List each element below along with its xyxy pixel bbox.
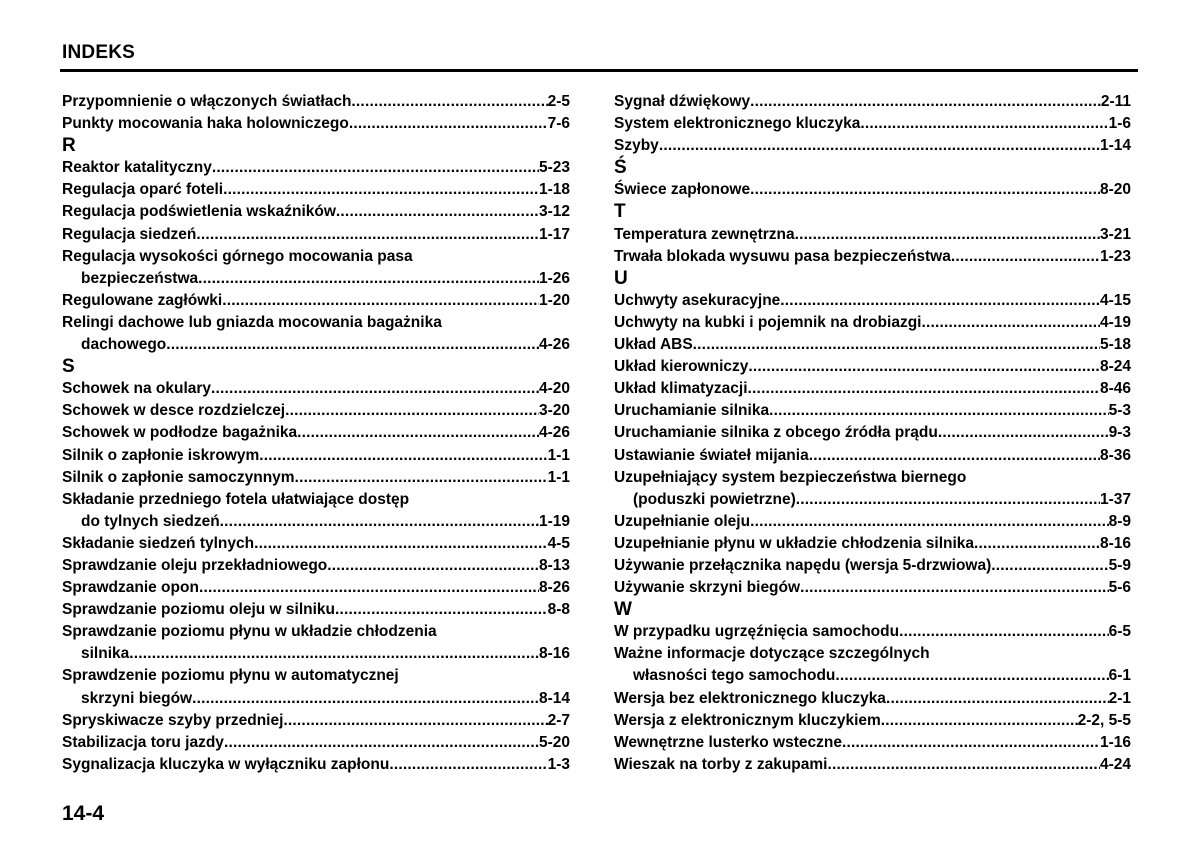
index-entry [614, 577, 1131, 599]
index-entry-page: 1-23 [1099, 247, 1131, 265]
index-entry-text: Składanie siedzeń tylnych [62, 534, 255, 552]
dot-leader [389, 754, 547, 776]
index-section-letter: Ś [614, 157, 627, 179]
dot-leader [351, 91, 547, 113]
dot-leader [886, 688, 1109, 710]
index-entry-page: 1-37 [1099, 490, 1131, 508]
index-entry-page: 1-6 [1108, 115, 1131, 133]
dot-leader [129, 643, 539, 665]
index-entry-text: do tylnych siedzeń [81, 512, 220, 530]
dot-leader [223, 179, 539, 201]
dot-leader [220, 511, 539, 533]
index-entry-text: Uruchamianie silnika z obcego źródła prądu [614, 424, 938, 442]
index-entry-text: Sygnał dźwiękowy [614, 93, 751, 110]
index-entry [614, 511, 1131, 533]
index-entry-text: Szyby [614, 137, 659, 155]
index-entry-text: skrzyni biegów [81, 689, 193, 707]
dot-leader [809, 445, 1100, 467]
dot-leader [327, 555, 539, 577]
index-entry-page: 3-21 [1099, 225, 1131, 243]
index-entry-page: 8-9 [1108, 512, 1131, 530]
index-entry-page: 8-24 [1099, 358, 1131, 376]
index-entry-page: 6-5 [1108, 623, 1131, 641]
index-entry [62, 577, 570, 599]
index-entry-page: 2-5 [547, 93, 570, 110]
dot-leader [748, 356, 1100, 378]
index-entry-page: 7-6 [547, 115, 570, 133]
index-entry-page: 6-1 [1108, 667, 1131, 685]
index-section-letter: U [614, 267, 628, 289]
index-entry-page: 8-14 [538, 689, 570, 707]
dot-leader [283, 710, 547, 732]
index-entry-text: Schowek w desce rozdzielczej [62, 402, 286, 420]
dot-leader [991, 555, 1108, 577]
index-entry-line: Uzupełniający system bezpieczeństwa biernego [614, 468, 967, 486]
index-entry-text: Uruchamianie silnika [614, 402, 770, 420]
index-entry-text: Sygnalizacja kluczyka w wyłączniku zapłonu [62, 755, 390, 773]
index-entry-text: Sprawdzanie poziomu oleju w silniku [62, 601, 336, 619]
dot-leader [769, 400, 1109, 422]
index-entry-text: Przypomnienie o włączonych światłach [62, 93, 352, 110]
index-entry-text: W przypadku ugrzęźnięcia samochodu [614, 623, 900, 641]
index-section-letter: W [614, 599, 632, 621]
index-column-left [62, 91, 570, 776]
index-entry-text: Uchwyty na kubki i pojemnik na drobiazgi [614, 313, 922, 331]
index-entry [614, 400, 1131, 422]
index-entry-page: 8-8 [547, 601, 570, 619]
dot-leader [780, 290, 1100, 312]
dot-leader [659, 135, 1100, 157]
index-entry-page: 8-16 [538, 645, 570, 663]
index-entry [62, 224, 570, 246]
index-section-letter: S [62, 356, 75, 378]
index-entry-line: Regulacja wysokości górnego mocowania pasa [62, 247, 413, 265]
index-entry-page: 8-26 [538, 579, 570, 597]
index-section-letter: T [614, 201, 626, 223]
index-entry-text: Sprawdzanie oleju przekładniowego [62, 556, 328, 574]
index-entry [62, 710, 570, 732]
dot-leader [336, 201, 539, 223]
index-entry [62, 268, 570, 290]
index-entry [62, 754, 570, 776]
index-entry-page: 1-3 [547, 755, 570, 773]
index-entry-page: 1-19 [538, 512, 570, 530]
dot-leader [349, 113, 548, 135]
index-entry-page: 2-1 [1108, 689, 1131, 707]
dot-leader [295, 467, 548, 489]
index-entry [62, 334, 570, 356]
index-entry [614, 445, 1131, 467]
index-entry-page: 5-18 [1099, 336, 1131, 354]
index-entry-text: Układ ABS [614, 336, 693, 354]
dot-leader [951, 246, 1100, 268]
index-entry-page: 2-7 [547, 711, 570, 729]
index-entry-page: 1-20 [538, 291, 570, 309]
index-entry-text: Schowek w podłodze bagażnika [62, 424, 298, 442]
index-entry-text: Silnik o zapłonie samoczynnym [62, 468, 295, 486]
index-entry-text: silnika [81, 645, 130, 663]
index-entry-text: Używanie skrzyni biegów [614, 579, 801, 597]
dot-leader [881, 710, 1078, 732]
index-entry [62, 290, 570, 312]
index-entry-text: Stabilizacja toru jazdy [62, 733, 224, 751]
index-entry [62, 422, 570, 444]
index-entry-page: 5-9 [1108, 556, 1131, 574]
index-entry [614, 312, 1131, 334]
index-section-letter: R [62, 135, 76, 157]
index-entry-page: 2-2, 5-5 [1077, 711, 1131, 729]
index-entry [62, 445, 570, 467]
index-entry [614, 179, 1131, 201]
index-entry-text: Spryskiwacze szyby przedniej [62, 711, 284, 729]
index-entry-page: 5-6 [1108, 579, 1131, 597]
index-entry [614, 533, 1131, 555]
index-entry [62, 157, 570, 179]
index-entry-page: 4-26 [538, 424, 570, 442]
index-entry-text: Schowek na okulary [62, 380, 212, 398]
index-entry-text: Wersja z elektronicznym kluczykiem [614, 711, 881, 729]
index-entry-page: 5-20 [538, 733, 570, 751]
index-entry-line: Sprawdzanie poziomu płynu w układzie chłodzenia [62, 623, 437, 641]
index-entry-text: Wewnętrzne lusterko wsteczne [614, 733, 842, 751]
index-entry-text: Ustawianie świateł mijania [614, 446, 809, 464]
index-entry-line: Relingi dachowe lub gniazda mocowania bagażnika [62, 313, 442, 331]
index-entry-page: 1-26 [538, 269, 570, 287]
index-entry [62, 201, 570, 223]
dot-leader [222, 290, 539, 312]
index-entry-page: 1-18 [538, 181, 570, 199]
index-entry [62, 91, 570, 113]
dot-leader [198, 268, 539, 290]
index-entry [614, 621, 1131, 643]
dot-leader [899, 621, 1109, 643]
index-entry-text: Regulacja siedzeń [62, 225, 197, 243]
dot-leader [192, 688, 539, 710]
dot-leader [748, 378, 1100, 400]
index-entry [614, 489, 1131, 511]
index-entry [614, 135, 1131, 157]
index-entry [62, 400, 570, 422]
index-entry-page: 8-13 [538, 556, 570, 574]
index-column-right [614, 91, 1131, 776]
index-entry-page: 1-1 [547, 468, 570, 486]
index-entry-text: Temperatura zewnętrzna [614, 225, 795, 243]
dot-leader [750, 91, 1101, 113]
index-entry-text: własności tego samochodu [633, 667, 836, 685]
index-entry-text: System elektronicznego kluczyka [614, 115, 861, 133]
dot-leader [285, 400, 539, 422]
index-entry-page: 4-5 [547, 534, 570, 552]
index-entry-page: 1-14 [1099, 137, 1131, 155]
page-number: 14-4 [62, 802, 105, 825]
index-entry [614, 732, 1131, 754]
dot-leader [795, 224, 1100, 246]
dot-leader [224, 732, 539, 754]
index-entry [62, 467, 570, 489]
index-entry-page: 8-46 [1099, 380, 1131, 398]
index-entry [614, 246, 1131, 268]
index-entry-text: Wersja bez elektronicznego kluczyka [614, 689, 886, 707]
index-entry [614, 378, 1131, 400]
index-entry-page: 8-36 [1099, 446, 1131, 464]
index-entry [614, 665, 1131, 687]
dot-leader [212, 157, 539, 179]
index-entry-text: (poduszki powietrzne) [633, 490, 796, 508]
index-entry-text: bezpieczeństwa [81, 269, 199, 287]
index-entry [62, 179, 570, 201]
dot-leader [211, 378, 539, 400]
index-entry [614, 422, 1131, 444]
index-entry-text: Regulacja podświetlenia wskaźników [62, 203, 336, 221]
dot-leader [974, 533, 1100, 555]
index-entry-text: Regulowane zagłówki [62, 291, 223, 309]
index-entry [614, 91, 1131, 113]
index-entry-page: 9-3 [1108, 424, 1131, 442]
index-entry-page: 4-20 [538, 380, 570, 398]
dot-leader [842, 732, 1100, 754]
dot-leader [800, 577, 1109, 599]
index-entry-text: Trwała blokada wysuwu pasa bezpieczeństwa [614, 247, 951, 265]
index-entry-text: Silnik o zapłonie iskrowym [62, 446, 260, 464]
index-entry-text: Punkty mocowania haka holowniczego [62, 115, 349, 133]
index-entry-text: Reaktor katalityczny [62, 159, 212, 177]
index-entry [614, 334, 1131, 356]
index-entry [62, 533, 570, 555]
page-title: INDEKS [62, 42, 135, 63]
index-entry-text: Świece zapłonowe [614, 181, 751, 199]
index-entry-page: 5-23 [538, 159, 570, 177]
index-entry-text: Wieszak na torby z zakupami [614, 755, 828, 773]
index-entry [62, 555, 570, 577]
index-entry-text: Używanie przełącznika napędu (wersja 5-drzwiowa) [614, 556, 992, 574]
index-entry [62, 511, 570, 533]
index-entry-page: 2-11 [1100, 93, 1131, 110]
index-entry-text: Uzupełnianie oleju [614, 512, 751, 530]
dot-leader [199, 577, 539, 599]
index-entry [614, 555, 1131, 577]
index-entry-line: Ważne informacje dotyczące szczególnych [614, 645, 930, 663]
dot-leader [254, 533, 547, 555]
index-entry-text: Uchwyty asekuracyjne [614, 291, 781, 309]
index-entry-page: 8-16 [1099, 534, 1131, 552]
index-entry-page: 1-1 [547, 446, 570, 464]
dot-leader [796, 489, 1100, 511]
index-entry-text: Układ klimatyzacji [614, 380, 748, 398]
index-entry-page: 4-24 [1099, 755, 1131, 773]
dot-leader [693, 334, 1100, 356]
dot-leader [259, 445, 547, 467]
index-entry-line: Składanie przedniego fotela ułatwiające dostęp [62, 490, 410, 508]
index-entry [614, 113, 1131, 135]
dot-leader [921, 312, 1099, 334]
dot-leader [335, 599, 548, 621]
dot-leader [860, 113, 1108, 135]
index-entry-page: 3-20 [538, 402, 570, 420]
index-entry [614, 710, 1131, 732]
dot-leader [835, 665, 1108, 687]
index-entry [614, 754, 1131, 776]
index-entry [62, 599, 570, 621]
index-entry [614, 224, 1131, 246]
index-entry-text: dachowego [81, 336, 167, 354]
index-entry [62, 732, 570, 754]
index-entry [614, 290, 1131, 312]
dot-leader [750, 179, 1100, 201]
index-entry-page: 1-17 [538, 225, 570, 243]
index-entry-text: Regulacja oparć foteli [62, 181, 224, 199]
index-entry-page: 5-3 [1108, 402, 1131, 420]
index-entry [614, 356, 1131, 378]
index-entry-page: 8-20 [1099, 181, 1131, 199]
header-divider [60, 69, 1138, 72]
index-entry-line: Sprawdzenie poziomu płynu w automatycznej [62, 667, 399, 685]
dot-leader [297, 422, 539, 444]
index-entry-text: Uzupełnianie płynu w układzie chłodzenia silnika [614, 534, 975, 552]
dot-leader [196, 224, 539, 246]
dot-leader [827, 754, 1099, 776]
index-entry-page: 3-12 [538, 203, 570, 221]
index-entry-page: 4-19 [1099, 313, 1131, 331]
index-entry [62, 113, 570, 135]
index-entry [614, 688, 1131, 710]
index-entry [62, 688, 570, 710]
dot-leader [750, 511, 1109, 533]
index-entry [62, 378, 570, 400]
index-entry-text: Sprawdzanie opon [62, 579, 199, 597]
index-entry-page: 4-15 [1099, 291, 1131, 309]
index-entry [62, 643, 570, 665]
dot-leader [166, 334, 539, 356]
index-entry-text: Układ kierowniczy [614, 358, 749, 376]
index-entry-page: 1-16 [1099, 733, 1131, 751]
dot-leader [938, 422, 1109, 444]
index-entry-page: 4-26 [538, 336, 570, 354]
